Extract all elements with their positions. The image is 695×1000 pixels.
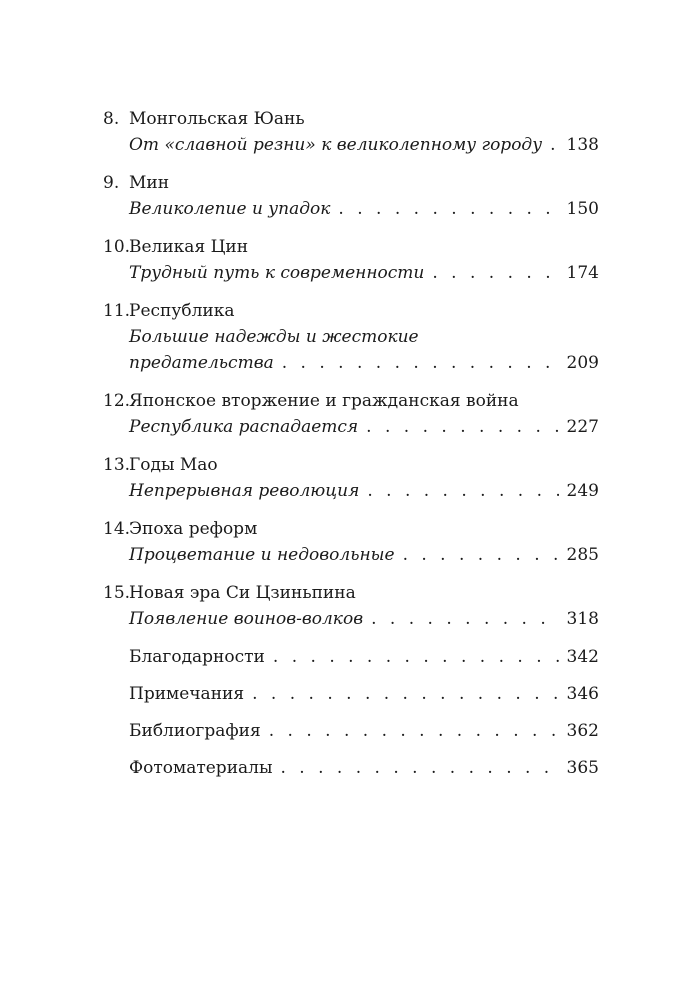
- back-matter: [103, 644, 599, 781]
- dot-leader: [273, 644, 559, 670]
- chapter-subtitle: Появление воинов-волков: [129, 609, 364, 629]
- page-number: 249: [566, 481, 599, 501]
- chapter-title: Японское вторжение и гражданская война: [129, 391, 519, 411]
- chapter-title: Мин: [129, 173, 170, 193]
- chapter-number: 14.: [103, 519, 131, 539]
- chapter-heading: [103, 298, 599, 324]
- toc-entry-chapter-8[interactable]: [103, 106, 599, 158]
- dot-leader: [338, 196, 558, 222]
- chapter-heading: [103, 452, 599, 478]
- chapter-heading: [103, 234, 599, 260]
- dot-leader: [367, 478, 558, 504]
- chapter-title: Эпоха реформ: [129, 519, 258, 539]
- page-number: 342: [566, 647, 599, 667]
- subtitle-row: [103, 132, 599, 158]
- chapter-number: 12.: [103, 391, 131, 411]
- chapter-subtitle: Процветание и недовольные: [129, 545, 395, 565]
- chapter-heading: [103, 106, 599, 132]
- chapter-subtitle: Трудный путь к современности: [129, 263, 425, 283]
- dot-leader: [366, 414, 558, 440]
- chapter-heading: [103, 388, 599, 414]
- chapter-subtitle: Великолепие и упадок: [129, 199, 331, 219]
- chapter-number: 13.: [103, 455, 131, 475]
- subtitle-row: [103, 478, 599, 504]
- subtitle-row: [103, 196, 599, 222]
- dot-leader: [269, 718, 559, 744]
- dot-leader: [282, 350, 559, 376]
- page-number: 285: [566, 545, 599, 565]
- chapter-heading: [103, 580, 599, 606]
- chapter-subtitle: Республика распадается: [129, 417, 359, 437]
- page-number: 365: [566, 758, 599, 778]
- toc-entry-acknowledgements[interactable]: [103, 644, 599, 670]
- page-number: 150: [566, 199, 599, 219]
- back-matter-title: Благодарности: [129, 647, 265, 667]
- toc-entry-chapter-15[interactable]: [103, 580, 599, 632]
- toc-entry-bibliography[interactable]: [103, 718, 599, 744]
- toc-entry-chapter-11[interactable]: [103, 298, 599, 376]
- dot-leader: [432, 260, 558, 286]
- subtitle-row: [103, 260, 599, 286]
- subtitle-row: [103, 606, 599, 632]
- chapter-title: Республика: [129, 301, 235, 321]
- toc-entry-chapter-10[interactable]: [103, 234, 599, 286]
- page-number: 227: [566, 417, 599, 437]
- dot-leader: [371, 606, 558, 632]
- dot-leader: [281, 755, 559, 781]
- chapter-title: Великая Цин: [129, 237, 249, 257]
- chapter-title: Монгольская Юань: [129, 109, 305, 129]
- chapter-subtitle: предательства: [129, 353, 274, 373]
- toc-entry-chapter-13[interactable]: [103, 452, 599, 504]
- chapter-heading: [103, 170, 599, 196]
- toc-entry-chapter-14[interactable]: [103, 516, 599, 568]
- back-matter-title: Библиография: [129, 721, 261, 741]
- chapter-subtitle-line: Большие надежды и жестокие: [129, 327, 419, 347]
- chapter-title: Новая эра Си Цзиньпина: [129, 583, 356, 603]
- page-number: 318: [566, 609, 599, 629]
- page-number: 138: [566, 135, 599, 155]
- page-number: 174: [566, 263, 599, 283]
- chapter-title: Годы Мао: [129, 455, 218, 475]
- dot-leader: [252, 681, 558, 707]
- back-matter-title: Примечания: [129, 684, 245, 704]
- chapter-number: 11.: [103, 301, 131, 321]
- back-matter-title: Фотоматериалы: [129, 758, 273, 778]
- page-number: 362: [566, 721, 599, 741]
- toc-entry-chapter-9[interactable]: [103, 170, 599, 222]
- subtitle-row: [103, 542, 599, 568]
- page-number: 209: [566, 353, 599, 373]
- chapter-number: 15.: [103, 583, 131, 603]
- chapter-number: 9.: [103, 173, 120, 193]
- chapter-subtitle: От «славной резни» к великолепному городу: [129, 135, 543, 155]
- toc-entry-chapter-12[interactable]: [103, 388, 599, 440]
- chapter-subtitle: Непрерывная революция: [129, 481, 360, 501]
- chapter-number: 8.: [103, 109, 120, 129]
- page-number: 346: [566, 684, 599, 704]
- dot-leader: [550, 132, 558, 158]
- dot-leader: [403, 542, 559, 568]
- chapter-heading: [103, 516, 599, 542]
- toc-entry-photographs[interactable]: [103, 755, 599, 781]
- subtitle-row: [103, 350, 599, 376]
- subtitle-row: [103, 414, 599, 440]
- toc-entry-notes[interactable]: [103, 681, 599, 707]
- table-of-contents: [103, 106, 599, 792]
- chapter-number: 10.: [103, 237, 131, 257]
